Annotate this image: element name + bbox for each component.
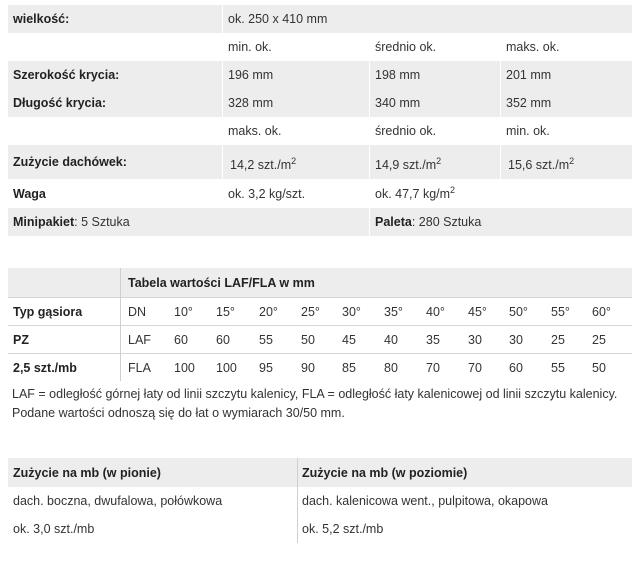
- angle-header-cell: 45°: [468, 304, 487, 319]
- fla-value-cell: 70: [468, 360, 482, 375]
- laf-value-cell: 50: [301, 332, 315, 347]
- fla-value-cell: 100: [216, 360, 237, 375]
- usage-vertical-value: ok. 3,0 szt./mb: [13, 522, 95, 536]
- laf-title-row: [8, 268, 632, 297]
- fla-value-cell: 55: [551, 360, 565, 375]
- angle-header-cell: 30°: [342, 304, 361, 319]
- per-mb-label: 2,5 szt./mb: [13, 360, 77, 375]
- spec-row-width: [8, 61, 632, 89]
- fla-value-cell: 85: [342, 360, 356, 375]
- laf-value-cell: 30: [468, 332, 482, 347]
- laf-value-cell: 25: [551, 332, 565, 347]
- spec-row-size: [8, 5, 632, 33]
- fla-row: [8, 354, 632, 381]
- laf-value-cell: 45: [342, 332, 356, 347]
- length-min: 328 mm: [228, 96, 274, 110]
- angle-header-cell: 40°: [426, 304, 445, 319]
- weight-area: ok. 47,7 kg/m $^2$: [375, 184, 456, 201]
- fla-value-cell: 60: [509, 360, 523, 375]
- fla-value-cell: 90: [301, 360, 315, 375]
- header-avg: średnio ok.: [375, 40, 437, 54]
- usage-types-row: [8, 487, 632, 515]
- laf-value-cell: 30: [509, 332, 523, 347]
- usage-horizontal-types: dach. kalenicowa went., pulpitowa, okapowa: [302, 494, 548, 508]
- usage-horizontal-label: Zużycie na mb (w poziomie): [302, 465, 468, 480]
- angle-header-cell: 50°: [509, 304, 528, 319]
- angle-header-cell: 25°: [301, 304, 320, 319]
- laf-value-cell: 55: [259, 332, 273, 347]
- fla-label: FLA: [128, 360, 151, 375]
- size-value: ok. 250 x 410 mm: [228, 12, 328, 26]
- usage-vertical-label: Zużycie na mb (w pionie): [13, 465, 161, 480]
- header-min: min. ok.: [228, 40, 272, 54]
- laf-divider: [120, 268, 121, 381]
- laf-label: LAF: [128, 332, 151, 347]
- laf-table-title: Tabela wartości LAF/FLA w mm: [128, 275, 315, 290]
- pz-label: PZ: [13, 332, 29, 347]
- fla-value-cell: 80: [384, 360, 398, 375]
- spec-row-header1: [8, 33, 632, 61]
- laf-row: [8, 326, 632, 353]
- usage-label: Zużycie dachówek:: [13, 155, 127, 169]
- type-label: Typ gąsiora: [13, 304, 83, 319]
- usage-min: 15,6 szt./m $^2$: [508, 156, 575, 172]
- usage-header-row: [8, 458, 632, 487]
- fla-value-cell: 100: [174, 360, 195, 375]
- width-min: 196 mm: [228, 68, 274, 82]
- spec-row-weight: [8, 179, 632, 208]
- laf-value-cell: 60: [174, 332, 188, 347]
- spec-row-usage: [8, 145, 632, 179]
- width-avg: 198 mm: [375, 68, 421, 82]
- spec-row-header2: [8, 117, 632, 145]
- usage-max: 14,2 szt./m $^2$: [230, 156, 297, 172]
- usage-vertical-types: dach. boczna, dwufalowa, połówkowa: [13, 494, 223, 508]
- header2-avg: średnio ok.: [375, 124, 437, 138]
- size-label: wielkość:: [13, 12, 70, 26]
- dn-label: DN: [128, 304, 147, 319]
- usage-horizontal-value: ok. 5,2 szt./mb: [302, 522, 384, 536]
- angle-header-cell: 20°: [259, 304, 278, 319]
- laf-header-row: [8, 298, 632, 325]
- header2-min: min. ok.: [506, 124, 550, 138]
- header2-max: maks. ok.: [228, 124, 282, 138]
- width-max: 201 mm: [506, 68, 552, 82]
- angle-header-cell: 10°: [174, 304, 193, 319]
- minipack: Minipakiet : 5 Sztuka: [13, 215, 130, 229]
- angle-header-cell: 35°: [384, 304, 403, 319]
- angle-header-cell: 60°: [592, 304, 611, 319]
- laf-value-cell: 25: [592, 332, 606, 347]
- angle-header-cell: 55°: [551, 304, 570, 319]
- fla-value-cell: 70: [426, 360, 440, 375]
- usage-divider: [297, 458, 298, 543]
- fla-value-cell: 95: [259, 360, 273, 375]
- width-label: Szerokość krycia:: [13, 68, 120, 82]
- pallet: Paleta : 280 Sztuka: [375, 215, 482, 229]
- angle-header-cell: 15°: [216, 304, 235, 319]
- spec-row-packaging: [8, 208, 632, 236]
- length-avg: 340 mm: [375, 96, 421, 110]
- fla-value-cell: 50: [592, 360, 606, 375]
- length-max: 352 mm: [506, 96, 552, 110]
- spec-row-length: [8, 89, 632, 117]
- usage-values-row: [8, 515, 632, 543]
- laf-value-cell: 40: [384, 332, 398, 347]
- header-max: maks. ok.: [506, 40, 560, 54]
- weight-label: Waga: [13, 186, 46, 201]
- usage-avg: 14,9 szt./m $^2$: [375, 156, 442, 172]
- laf-value-cell: 35: [426, 332, 440, 347]
- length-label: Długość krycia:: [13, 96, 107, 110]
- laf-value-cell: 60: [216, 332, 230, 347]
- weight-piece: ok. 3,2 kg/szt.: [228, 186, 306, 201]
- laf-footnote: LAF = odległość górnej łaty od linii szczytu kalenicy, FLA = odległość łaty kalenicowej od linii szczytu kalenicy. Podane wartości odnoszą się do łat o wymiarach 30/50 mm.: [12, 387, 618, 420]
